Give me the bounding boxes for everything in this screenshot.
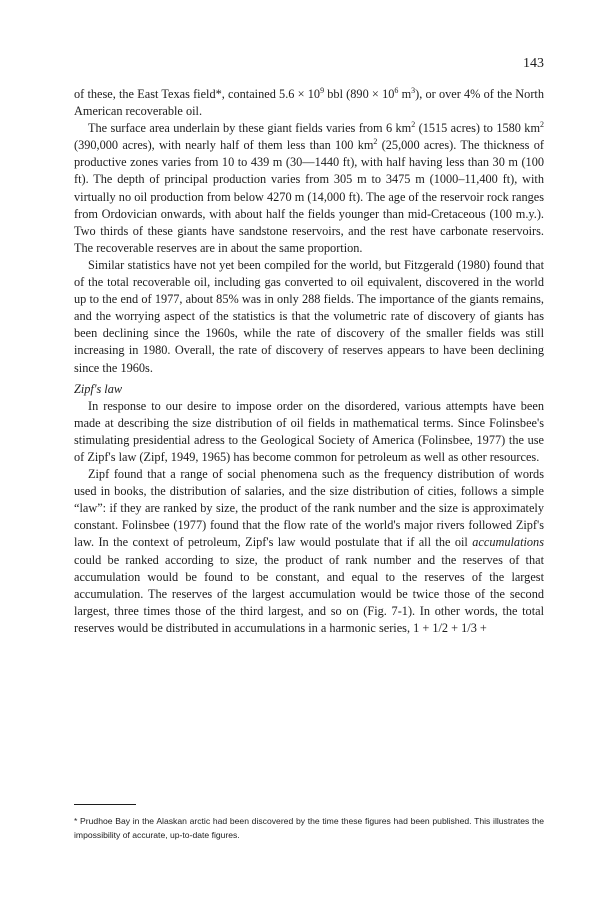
p5-italic-term: accumulations <box>472 535 544 550</box>
paragraph-zipf-intro: In response to our desire to impose order on the disordered, various attempts have been made at describing the size distribution of oil fields in mathematical terms. Since Folinsbee's stimulating presidential adress to the Geological Society of America (Folinsbee, 1977) the use of Zipf's law (Zipf, 1949, 1965) has become common for petroleum as well as other resources. <box>74 398 544 464</box>
page-number: 143 <box>523 56 544 71</box>
p1-text-a: of these, the East Texas field*, contained 5.6 × 10 <box>74 87 321 101</box>
paragraph-zipf-law <box>74 466 544 637</box>
p5-text-b: could be ranked according to size, the product of rank number and the reserves of that accumulation would be found to be constant, and equal to the reserves of the largest accumulation. The reserves of the largest accumulation would be twice those of the second largest, three times those of the third largest, and so on (Fig. 7-1). In other words, the total reserves would be distributed in accumulations in a harmonic series, 1 + 1/2 + 1/3 + <box>74 552 544 635</box>
paragraph-east-texas <box>74 86 544 120</box>
p2-text-c: (390,000 acres), with nearly half of them less than 100 km <box>74 138 374 153</box>
p2-sup-a: 2 <box>411 120 416 130</box>
p2-sup-b: 2 <box>540 120 545 130</box>
paragraph-world-statistics: Similar statistics have not yet been compiled for the world, but Fitzgerald (1980) found that of the total recoverable oil, including gas converted to oil equivalent, discovered in the world up to the end of 1977, about 85% was in only 288 fields. The importance of the giants remains, and the worrying aspect of the statistics is that the volumetric rate of discovery of giants has been declining since the 1960s, while the rate of discovery of the smaller fields was still increasing in 1980. Overall, the rate of discovery of reserves appears to have been declining since the 1960s. <box>74 257 544 375</box>
p2-text-d: (25,000 acres). The thickness of productive zones varies from 10 to 439 m (30—1440 ft), with half having less than 30 m (100 ft). The depth of principal production varies from 305 m to 3475 m (1000–11,400 ft), with virtually no oil production from below 4270 m (14,000 ft). The age of the reservoir rock ranges from Ordovician onwards, with about half the fields younger than mid-Cretaceous (100 m.y.). Two thirds of these giants have sandstone reservoirs, and the rest have carbonate reservoirs. The recoverable reserves are in about the same proportion. <box>74 138 544 255</box>
p1-sup-c: 3 <box>411 85 416 95</box>
p1-sup-a: 9 <box>320 85 325 95</box>
footnote: * Prudhoe Bay in the Alaskan arctic had been discovered by the time these figures had been published. This illustrates the impossibility of accurate, up-to-date figures. <box>74 816 544 840</box>
p1-text-b: bbl (890 × 10 <box>324 87 395 101</box>
p2-sup-c: 2 <box>373 137 378 147</box>
p5-text-a: Zipf found that a range of social phenomena such as the frequency distribution of words used in books, the distribution of salaries, and the size distribution of cities, follows a simple “law”: if they are ranked by size, the product of the rank number and the size is approximately constant. Folinsbee (1977) found that the flow rate of the world's major rivers followed Zipf's law. In the context of petroleum, Zipf's law would postulate that if all the oil <box>74 467 544 550</box>
p1-text-c: m <box>398 87 412 101</box>
p1-text-d: ), or over 4% of the North American recoverable oil. <box>74 87 544 119</box>
footnote-divider <box>74 804 136 805</box>
section-heading-zipfs-law: Zipf's law <box>74 381 123 396</box>
p1-sup-b: 6 <box>394 85 399 95</box>
body-text <box>74 86 544 637</box>
p2-text-b: (1515 acres) to 1580 km <box>415 121 541 136</box>
paragraph-surface-area <box>74 120 544 257</box>
p2-text-a: The surface area underlain by these giant fields varies from 6 km <box>88 121 412 136</box>
